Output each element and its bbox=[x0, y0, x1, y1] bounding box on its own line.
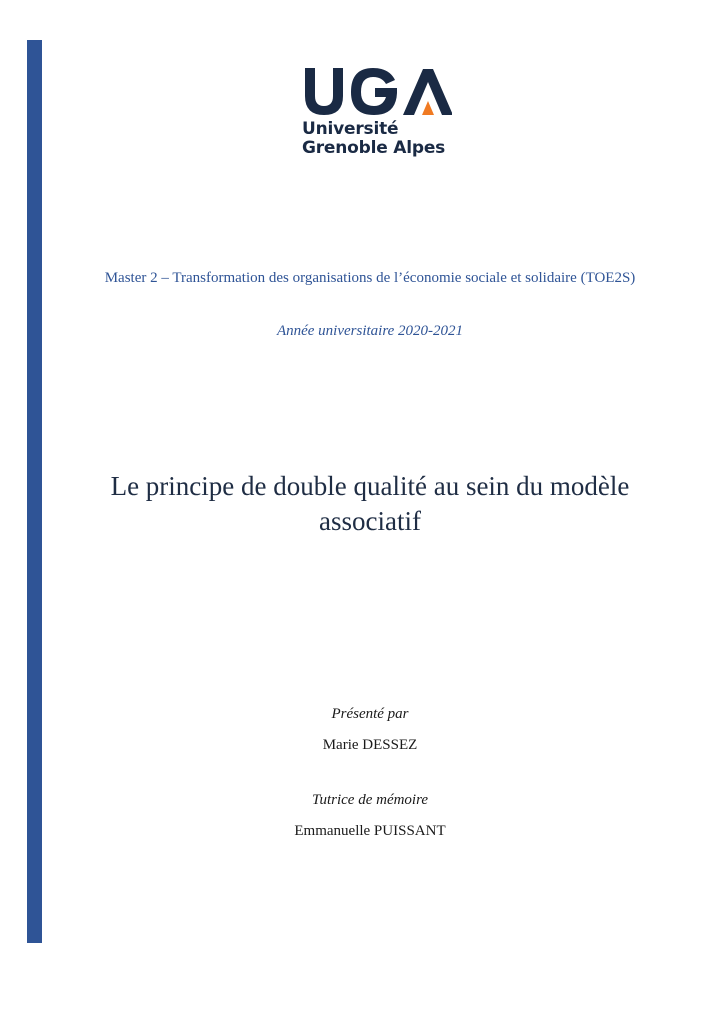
academic-year: Année universitaire 2020-2021 bbox=[276, 323, 464, 339]
supervisor-name: Emmanuelle PUISSANT bbox=[294, 823, 446, 839]
university-logo bbox=[302, 66, 452, 160]
presented-by-label: Présenté par bbox=[331, 706, 409, 722]
author-name: Marie DESSEZ bbox=[322, 737, 418, 753]
supervisor-label: Tutrice de mémoire bbox=[311, 792, 429, 808]
logo-text-grenoble-alpes: Grenoble Alpes bbox=[302, 138, 446, 158]
uga-logo-mark bbox=[302, 66, 452, 118]
side-accent-bar bbox=[27, 40, 42, 943]
logo-text-universite: Université bbox=[302, 119, 399, 139]
thesis-title: Le principe de double qualité au sein du modèle associatif bbox=[110, 471, 630, 536]
program-title: Master 2 – Transformation des organisations de l’économie sociale et solidaire (TOE2S) bbox=[104, 270, 636, 286]
